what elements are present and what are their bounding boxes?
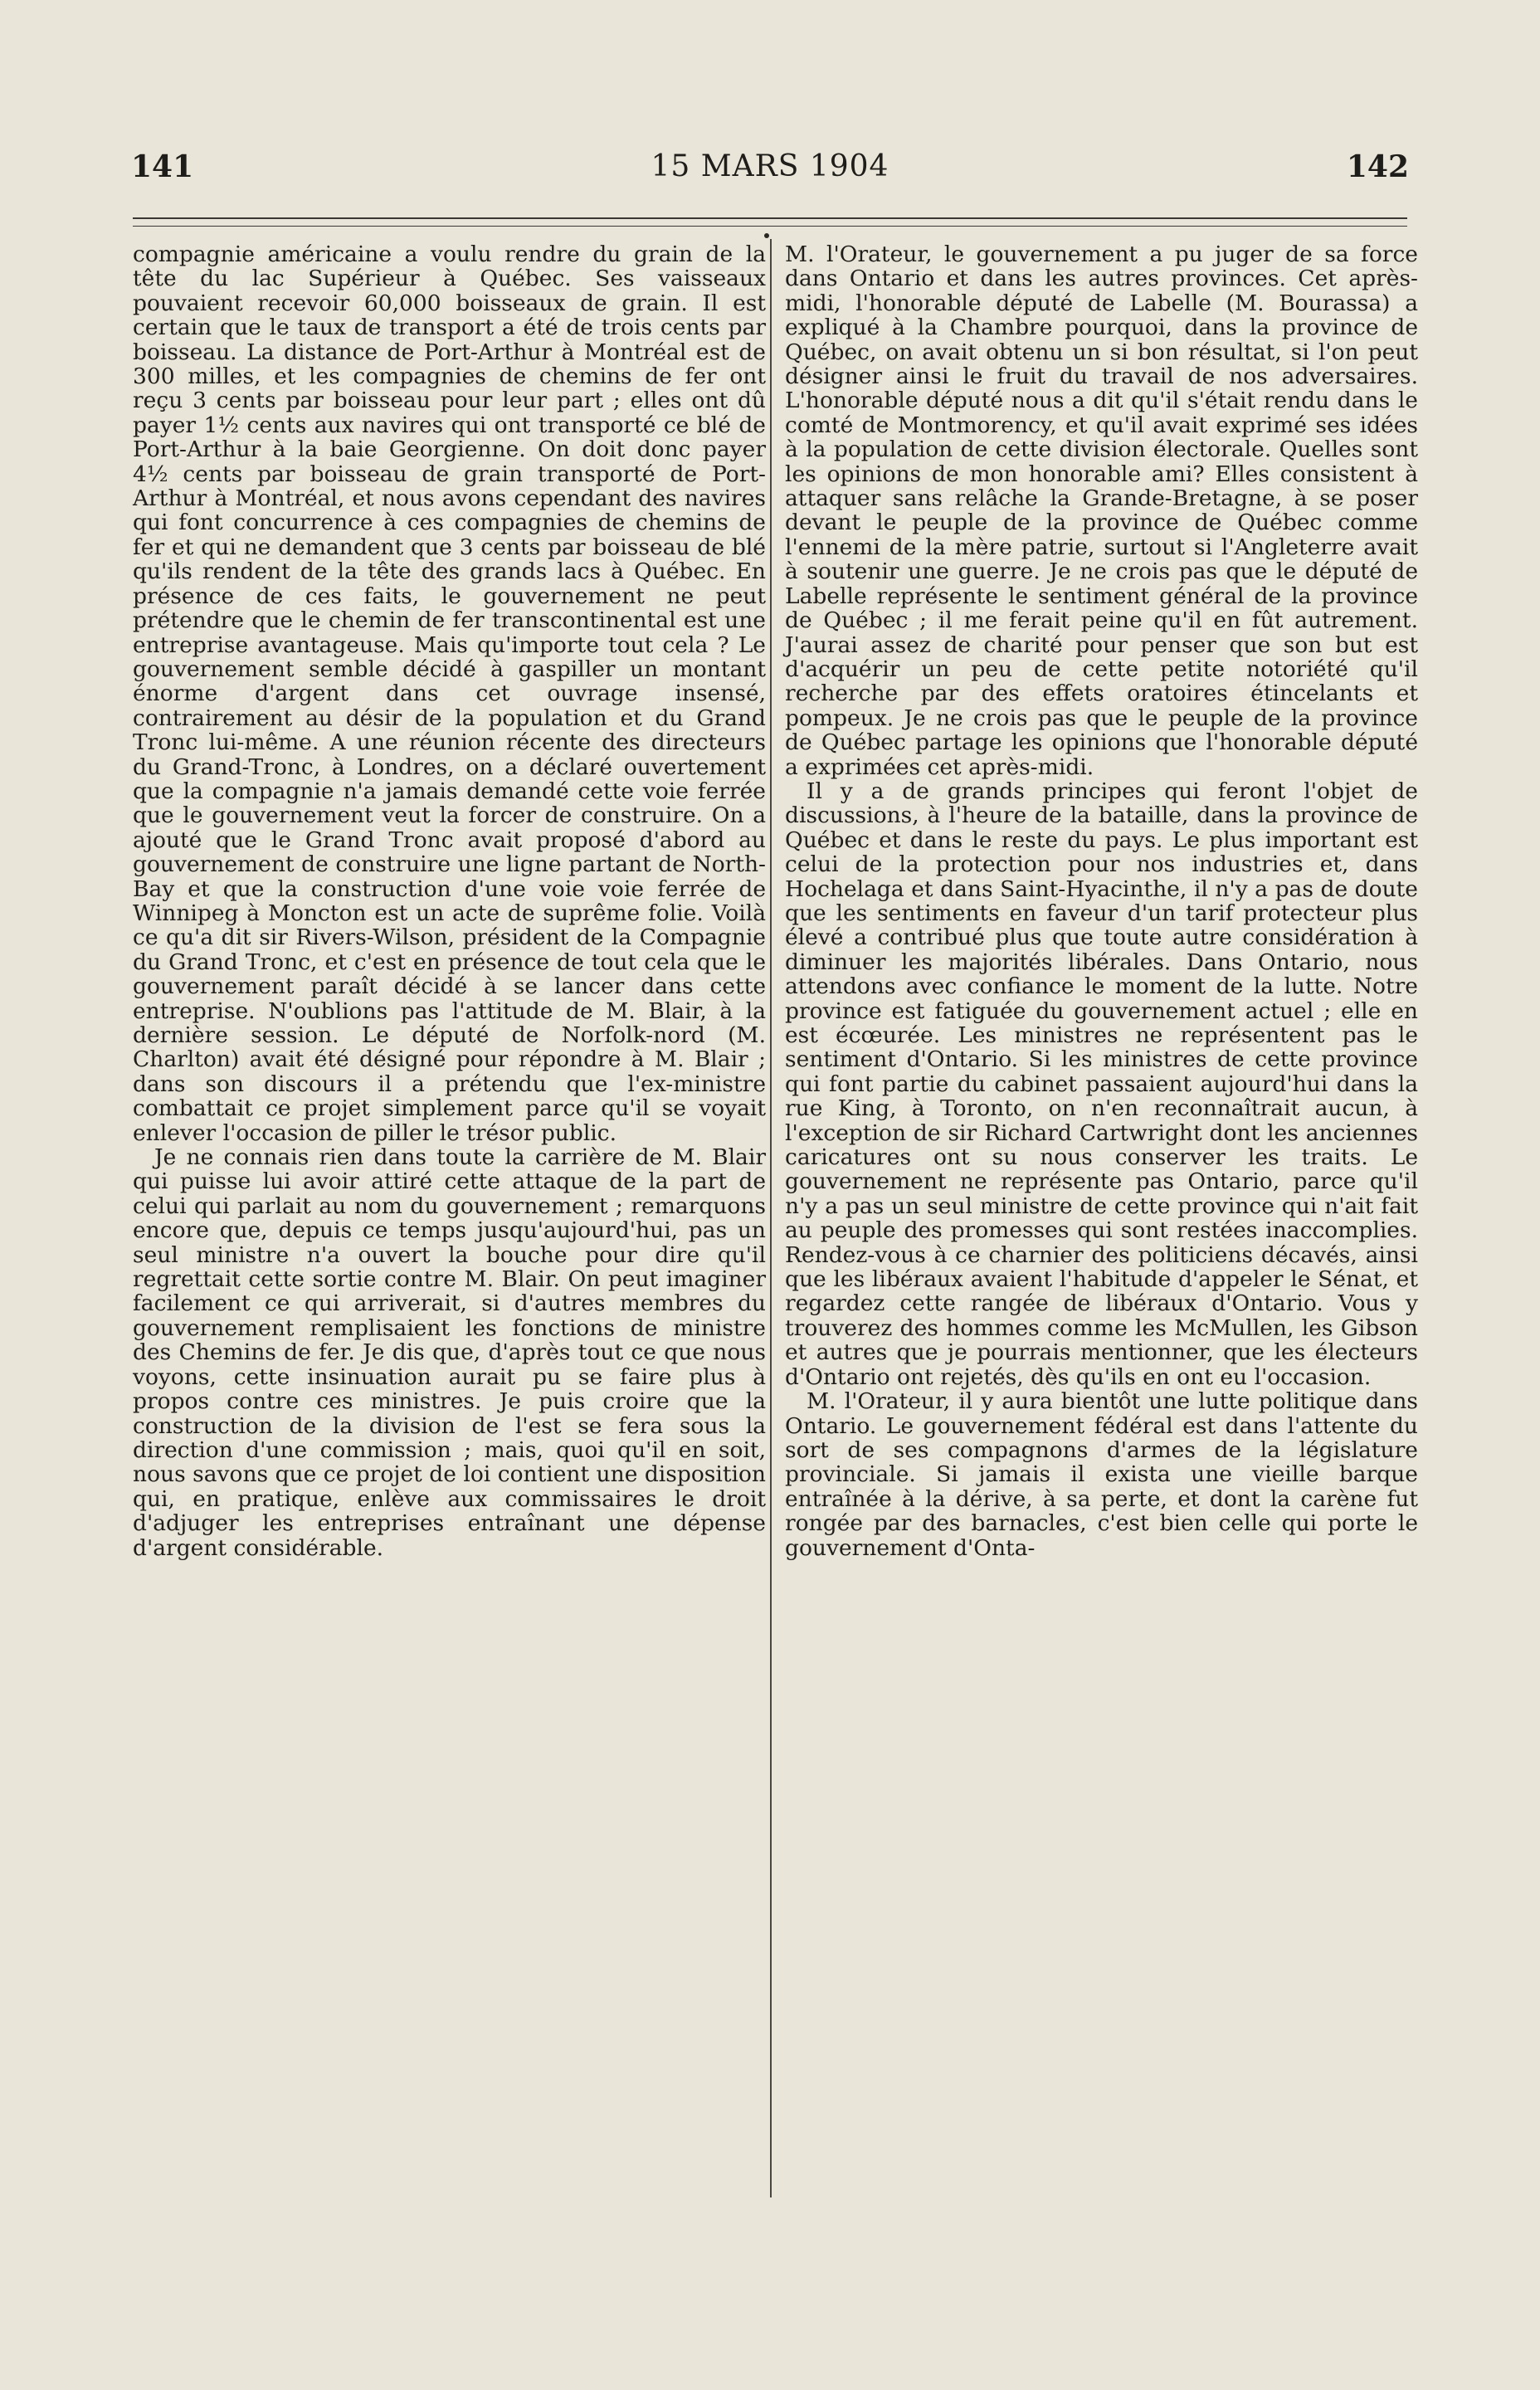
left-column — [133, 242, 766, 1560]
paragraph: compagnie américaine a voulu rendre du grain de la tête du lac Supérieur à Québec. Ses vaisseaux pouvaient recevoir 60,000 boisseaux de grain. Il est certain que le taux de transport a été de trois cents par boisseau. La distance de Port-Arthur à Montréal est de 300 milles, et les compagnies de chemins de fer ont reçu 3 cents par boisseau pour leur part ; elles ont dû payer 1½ cents aux navires qui ont transporté ce blé de Port-Arthur à la baie Georgienne. On doit donc payer 4½ cents par boisseau de grain transporté de Port-Arthur à Montréal, et nous avons cependant des navires qui font concurrence à ces compagnies de chemins de fer et qui ne demandent que 3 cents par boisseau de blé qu'ils rendent de la tête des grands lacs à Québec. En présence de ces faits, le gouvernement ne peut prétendre que le chemin de fer transcontinental est une entreprise avantageuse. Mais qu'importe tout cela ? Le gouvernement semble décidé à gaspiller un montant énorme d'argent dans cet ouvrage insensé, contrairement au désir de la population et du Grand Tronc lui-même. A une réunion récente des directeurs du Grand-Tronc, à Londres, on a déclaré ouvertement que la compagnie n'a jamais demandé cette voie ferrée que le gouvernement veut la forcer de construire. On a ajouté que le Grand Tronc avait proposé d'abord au gouvernement de construire une ligne partant de North-Bay et que la construction d'une voie voie ferrée de Winnipeg à Moncton est un acte de suprême folie. Voilà ce qu'a dit sir Rivers-Wilson, président de la Compagnie du Grand Tronc, et c'est en présence de tout cela que le gouvernement paraît décidé à se lancer dans cette entreprise. N'oublions pas l'attitude de M. Blair, à la dernière session. Le député de Norfolk-nord (M. Charlton) avait été désigné pour répondre à M. Blair ; dans son discours il a prétendu que l'ex-ministre combattait ce projet simplement parce qu'il se voyait enlever l'occasion de piller le trésor public. — [133, 241, 766, 1146]
paragraph: M. l'Orateur, il y aura bientôt une lutte politique dans Ontario. Le gouvernement fédéral est dans l'attente du sort de ses compagnons d'armes de la législature provinciale. Si jamais il exista une vieille barque entraînée à la dérive, à sa perte, et dont la carène fut rongée par des barnacles, c'est bien celle qui porte le gouvernement d'Onta- — [785, 1388, 1418, 1561]
page-header — [0, 0, 1540, 216]
column-divider-dot — [764, 233, 769, 238]
paragraph: Je ne connais rien dans toute la carrière de M. Blair qui puisse lui avoir attiré cette attaque de la part de celui qui parlait au nom du gouvernement ; remarquons encore que, depuis ce temps jusqu'aujourd'hui, pas un seul ministre n'a ouvert la bouche pour dire qu'il regrettait cette sortie contre M. Blair. On peut imaginer facilement ce qui arriverait, si d'autres membres du gouvernement remplisaient les fonctions de ministre des Chemins de fer. Je dis que, d'après tout ce que nous voyons, cette insinuation aurait pu se faire plus à propos contre ces ministres. Je puis croire que la construction de la division de l'est se fera sous la direction d'une commission ; mais, quoi qu'il en soit, nous savons que ce projet de loi contient une disposition qui, en pratique, enlève aux commissaires le droit d'adjuger les entreprises entraînant une dépense d'argent considérable. — [133, 1144, 766, 1561]
column-divider — [770, 239, 772, 2197]
header-rule-thin — [133, 226, 1407, 227]
paragraph: M. l'Orateur, le gouvernement a pu juger de sa force dans Ontario et dans les autres provinces. Cet après-midi, l'honorable député de Labelle (M. Bourassa) a expliqué à la Chambre pourquoi, dans la province de Québec, on avait obtenu un si bon résultat, si l'on peut désigner ainsi le fruit du travail de nos adversaires. L'honorable député nous a dit qu'il s'était rendu dans le comté de Montmorency, et qu'il avait exprimé ses idées à la population de cette division électorale. Quelles sont les opinions de mon honorable ami? Elles consistent à attaquer sans relâche la Grande-Bretagne, à se poser devant le peuple de la province de Québec comme l'ennemi de la mère patrie, surtout si l'Angleterre avait à soutenir une guerre. Je ne crois pas que le député de Labelle représente le sentiment général de la province de Québec ; il me ferait peine qu'il en fût autrement. J'aurai assez de charité pour penser que son but est d'acquérir un peu de cette petite notoriété qu'il recherche par des effets oratoires étincelants et pompeux. Je ne crois pas que le peuple de la province de Québec partage les opinions que l'honorable député a exprimées cet après-midi. — [785, 241, 1418, 780]
page-number-left: 141 — [131, 149, 194, 184]
page-title: 15 MARS 1904 — [651, 149, 889, 183]
paragraph: Il y a de grands principes qui feront l'objet de discussions, à l'heure de la bataille, dans la province de Québec et dans le reste du pays. Le plus important est celui de la protection pour nos industries et, dans Hochelaga et dans Saint-Hyacinthe, il n'y a pas de doute que les sentiments en faveur d'un tarif protecteur plus élevé a contribué plus que toute autre considération à diminuer les majorités libérales. Dans Ontario, nous attendons avec confiance le moment de la lutte. Notre province est fatiguée du gouvernement actuel ; elle en est écœurée. Les ministres ne représentent pas le sentiment d'Ontario. Si les ministres de cette province qui font partie du cabinet passaient aujourd'hui dans la rue King, à Toronto, on n'en reconnaîtrait aucun, à l'exception de sir Richard Cartwright dont les anciennes caricatures ont su nous conserver les traits. Le gouvernement ne représente pas Ontario, parce qu'il n'y a pas un seul ministre de cette province qui n'ait fait au peuple des promesses qui sont restées inaccomplies. Rendez-vous à ce charnier des politiciens décavés, ainsi que les libéraux avaient l'habitude d'appeler le Sénat, et regardez cette rangée de libéraux d'Ontario. Vous y trouverez des hommes comme les McMullen, les Gibson et autres que je pourrais mentionner, que les électeurs d'Ontario ont rejetés, dès qu'ils en ont eu l'occasion. — [785, 778, 1418, 1390]
right-column — [785, 242, 1418, 1560]
header-rule — [133, 217, 1407, 219]
page-number-right: 142 — [1346, 149, 1409, 184]
